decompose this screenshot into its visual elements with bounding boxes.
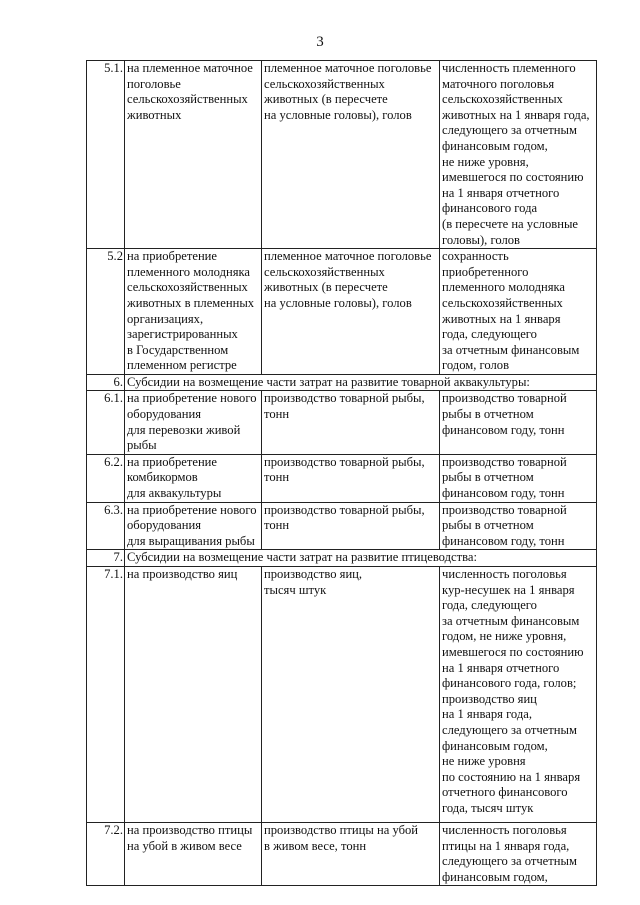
table-row — [87, 454, 597, 502]
section-number: 7. — [87, 550, 125, 567]
table-row — [87, 391, 597, 454]
table-row — [87, 61, 597, 249]
subsidy-subject: на приобретение нового оборудования для перевозки живой рыбы — [125, 391, 262, 454]
row-number: 7.2. — [87, 823, 125, 886]
subsidy-subject: на приобретение комбикормов для аквакультуры — [125, 454, 262, 502]
subsidy-subject: на племенное маточное поголовье сельскохозяйственных животных — [125, 61, 262, 249]
result-condition: численность поголовья птицы на 1 января года, следующего за отчетным финансовым годом, — [440, 823, 597, 886]
result-condition: производство товарной рыбы в отчетном финансовом году, тонн — [440, 391, 597, 454]
result-indicator: производство товарной рыбы, тонн — [262, 391, 440, 454]
section-row — [87, 374, 597, 391]
result-condition: численность поголовья кур-несушек на 1 января года, следующего за отчетным финансовым годом, не ниже уровня, имевшегося по состоянию на 1 января отчетного финансового года, голов; производство яиц на 1 января года, следующего за отчетным финансовым годом, не ниже уровня по состоянию на 1 января отчетного финансового года, тысяч штук — [440, 567, 597, 823]
row-number: 6.2. — [87, 454, 125, 502]
result-indicator: племенное маточное поголовье сельскохозяйственных животных (в пересчете на условные головы), голов — [262, 249, 440, 375]
result-indicator: производство товарной рыбы, тонн — [262, 454, 440, 502]
section-row — [87, 550, 597, 567]
subsidy-subject: на приобретение племенного молодняка сельскохозяйственных животных в племенных организациях, зарегистрированных в Государственном племенном регистре — [125, 249, 262, 375]
result-condition: сохранность приобретенного племенного молодняка сельскохозяйственных животных на 1 января года, следующего за отчетным финансовым годом, голов — [440, 249, 597, 375]
row-number: 6.1. — [87, 391, 125, 454]
result-indicator: производство птицы на убой в живом весе, тонн — [262, 823, 440, 886]
subsidy-subject: на производство яиц — [125, 567, 262, 823]
result-condition: производство товарной рыбы в отчетном финансовом году, тонн — [440, 502, 597, 550]
section-number: 6. — [87, 374, 125, 391]
row-number: 5.1. — [87, 61, 125, 249]
table-row — [87, 249, 597, 375]
table-row — [87, 567, 597, 823]
row-number: 5.2 — [87, 249, 125, 375]
subsidy-subject: на приобретение нового оборудования для выращивания рыбы — [125, 502, 262, 550]
subsidy-subject: на производство птицы на убой в живом весе — [125, 823, 262, 886]
result-indicator: племенное маточное поголовье сельскохозяйственных животных (в пересчете на условные головы), голов — [262, 61, 440, 249]
result-condition: производство товарной рыбы в отчетном финансовом году, тонн — [440, 454, 597, 502]
result-indicator: производство яиц, тысяч штук — [262, 567, 440, 823]
page-number: 3 — [316, 34, 324, 50]
subsidy-indicators-table — [86, 60, 597, 886]
result-indicator: производство товарной рыбы, тонн — [262, 502, 440, 550]
row-number: 6.3. — [87, 502, 125, 550]
section-title: Субсидии на возмещение части затрат на развитие товарной аквакультуры: — [125, 374, 597, 391]
result-condition: численность племенного маточного поголовья сельскохозяйственных животных на 1 января года, следующего за отчетным финансовым годом, не ниже уровня, имевшегося по состоянию на 1 января отчетного финансового года (в пересчете на условные головы), голов — [440, 61, 597, 249]
table-row — [87, 502, 597, 550]
table-row — [87, 823, 597, 886]
section-title: Субсидии на возмещение части затрат на развитие птицеводства: — [125, 550, 597, 567]
row-number: 7.1. — [87, 567, 125, 823]
